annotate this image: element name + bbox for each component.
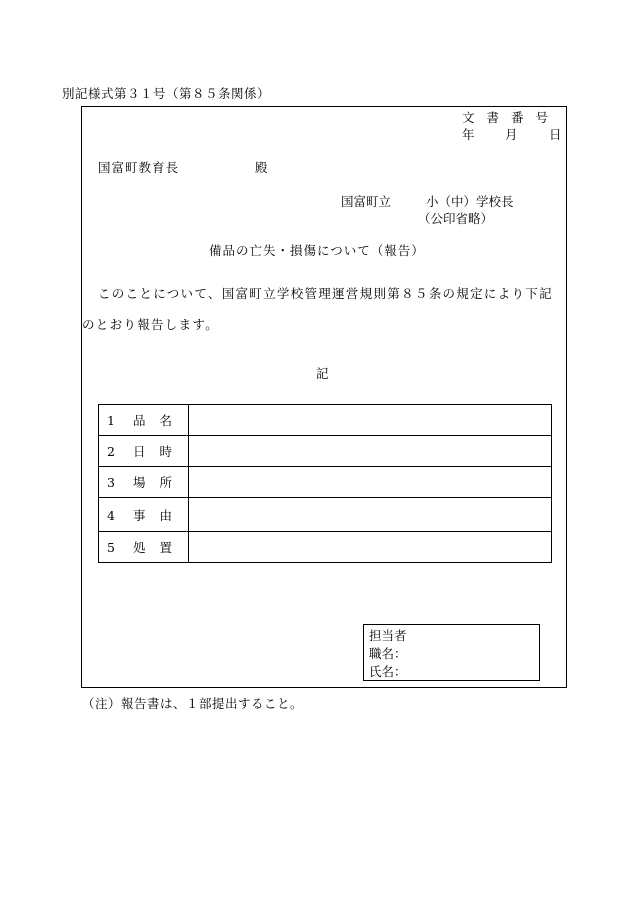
- table-row: [99, 467, 552, 498]
- contact-name-label: 氏名：: [369, 664, 407, 679]
- row-label-text: 処置: [133, 540, 187, 555]
- row-value[interactable]: [189, 405, 552, 436]
- row-label: [99, 467, 189, 498]
- document-number-label: 文書番号: [462, 110, 561, 125]
- footnote: （注）報告書は、１部提出すること。: [82, 696, 304, 711]
- row-number: 1: [107, 413, 115, 428]
- sender-school: 小（中）学校長: [426, 194, 514, 209]
- table-row: [99, 405, 552, 436]
- row-label-text: 場所: [133, 475, 187, 490]
- recipient-honorific: 殿: [255, 160, 268, 175]
- document-title: 備品の亡失・損傷について（報告）: [209, 243, 425, 258]
- contact-box: [363, 624, 540, 681]
- date-day: 日: [549, 127, 562, 142]
- recipient-name: 国富町教育長: [98, 160, 180, 175]
- table-row: [99, 498, 552, 532]
- row-value[interactable]: [189, 436, 552, 467]
- row-number: 5: [107, 540, 115, 555]
- row-number: 2: [107, 444, 115, 459]
- row-value[interactable]: [189, 498, 552, 532]
- date-year: 年: [462, 127, 475, 142]
- row-value[interactable]: [189, 532, 552, 563]
- form-number: 別記様式第３１号（第８５条関係）: [62, 86, 271, 101]
- detail-table: [98, 404, 552, 563]
- row-label-text: 品名: [133, 413, 187, 428]
- table-row: [99, 436, 552, 467]
- ki-heading: 記: [316, 366, 329, 381]
- contact-person-label: 担当者: [369, 628, 407, 643]
- row-label: [99, 498, 189, 532]
- seal-note: （公印省略）: [418, 211, 494, 226]
- row-label-text: 事由: [133, 507, 187, 523]
- sender-prefix: 国富町立: [341, 194, 392, 209]
- row-number: 3: [107, 475, 115, 490]
- row-number: 4: [107, 507, 115, 523]
- date-month: 月: [505, 127, 518, 142]
- row-label: [99, 436, 189, 467]
- body-text: このことについて、国富町立学校管理運営規則第８５条の規定により下記のとおり報告します。: [82, 286, 553, 332]
- row-value[interactable]: [189, 467, 552, 498]
- row-label-text: 日時: [133, 444, 187, 459]
- row-label: [99, 405, 189, 436]
- row-label: [99, 532, 189, 563]
- table-row: [99, 532, 552, 563]
- document-date: [462, 125, 562, 143]
- contact-title-label: 職名：: [369, 646, 407, 661]
